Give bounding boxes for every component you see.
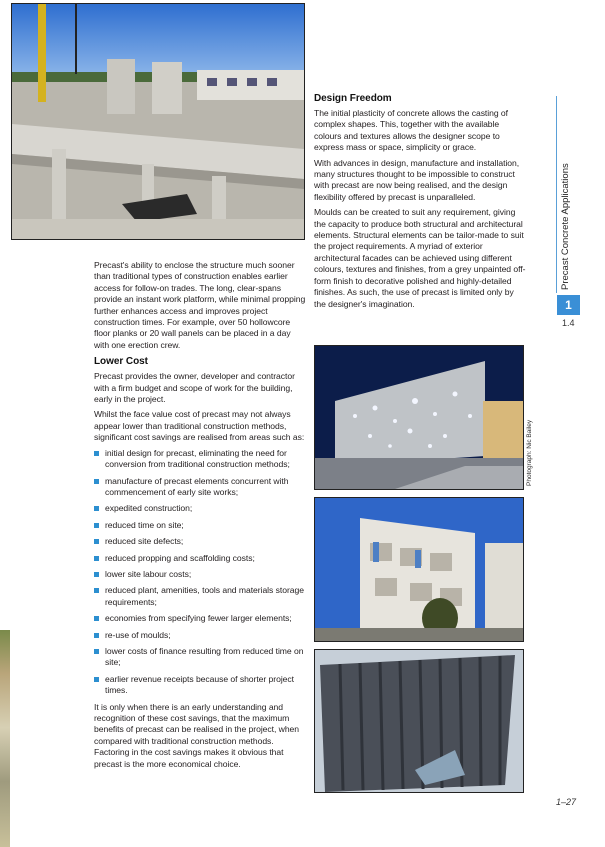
sidebar-title: Precast Concrete Applications [560, 163, 571, 290]
list-item: reduced site defects; [94, 536, 307, 547]
chapter-badge: 1 [557, 295, 580, 315]
page-number: 1–27 [556, 797, 577, 807]
lower-cost-para-2: Whilst the face value cost of precast may not always appear lower than traditional construction methods, significant cost savings are realised from areas such as: [94, 409, 305, 443]
bullet-icon [94, 479, 99, 484]
lower-cost-para-1: Precast provides the owner, developer and contractor with a firm budget and scope of work for the building, early in the project. [94, 371, 295, 405]
construction-site-photo [11, 3, 305, 240]
bullet-icon [94, 572, 99, 577]
list-item: initial design for precast, eliminating the need for conversion from traditional construction methods; [94, 448, 307, 471]
intro-paragraph: Precast's ability to enclose the structure much sooner than traditional types of construction enables earlier access for follow-on trades. The long, clear-spans provide an instant work platform, while minimal propping further enhances access and improves project construction times. For example, over 50 hollowcore floor planks or 20 wall panels can be placed in a day with one erection crew. [94, 260, 306, 350]
lower-cost-heading: Lower Cost [94, 356, 148, 368]
bullet-icon [94, 539, 99, 544]
list-item: reduced propping and scaffolding costs; [94, 553, 307, 564]
sidebar-rule [556, 96, 557, 293]
design-freedom-para-3: Moulds can be created to suit any requirement, giving the capacity to produce both structural and architectural elements. Structural elements can be tailor-made to suit the project requirements. A myriad of exterior architectural facades can be achieved using different colours, textures and finishes, from a grey unpainted off-form finish to decorative polished and highly-detailed finishes. As such, the use of precast is limited only by the designer's imagination. [314, 207, 526, 309]
list-item: re-use of moulds; [94, 630, 307, 641]
bullet-icon [94, 649, 99, 654]
bullet-icon [94, 633, 99, 638]
bullet-icon [94, 677, 99, 682]
list-item: reduced plant, amenities, tools and materials storage requirements; [94, 585, 307, 608]
design-freedom-para-1: The initial plasticity of concrete allows the casting of complex shapes. This, together with the available colours and textures allows the designer scope to express mass or space, simplicity or grace. [314, 108, 508, 153]
list-item: economies from specifying fewer larger elements; [94, 613, 307, 624]
bullet-icon [94, 616, 99, 621]
white-panel-building-photo [314, 497, 524, 642]
cost-savings-list [94, 448, 307, 697]
bullet-icon [94, 588, 99, 593]
section-number: 1.4 [562, 318, 575, 328]
list-item: lower site labour costs; [94, 569, 307, 580]
facing-page-edge [0, 630, 10, 847]
bullet-icon [94, 451, 99, 456]
design-freedom-para-2: With advances in design, manufacture and installation, many structures thought to be impossible to construct with precast are now being realised, and the design flexibility offered by precast is unparalleled. [314, 157, 520, 202]
design-freedom-heading: Design Freedom [314, 93, 392, 104]
bullet-icon [94, 523, 99, 528]
list-item: manufacture of precast elements concurrent with commencement of early site works; [94, 476, 307, 499]
list-item: earlier revenue receipts because of shorter project times. [94, 674, 307, 697]
dark-facade-photo [314, 649, 524, 793]
list-item: lower costs of finance resulting from reduced time on site; [94, 646, 307, 669]
closing-paragraph: It is only when there is an early understanding and recognition of these cost savings, that the maximum benefits of precast can be realised in the project, when compared with traditional construction methods. Factoring in the cost savings makes it obvious that precast is the more economical choice. [94, 701, 300, 769]
night-building-photo [314, 345, 524, 490]
bullet-icon [94, 556, 99, 561]
list-item: reduced time on site; [94, 520, 307, 531]
photo-credit: Photograph: Nic Bailey [526, 419, 533, 486]
bullet-icon [94, 506, 99, 511]
right-column [314, 92, 526, 314]
left-column [94, 260, 307, 774]
list-item: expedited construction; [94, 503, 307, 514]
